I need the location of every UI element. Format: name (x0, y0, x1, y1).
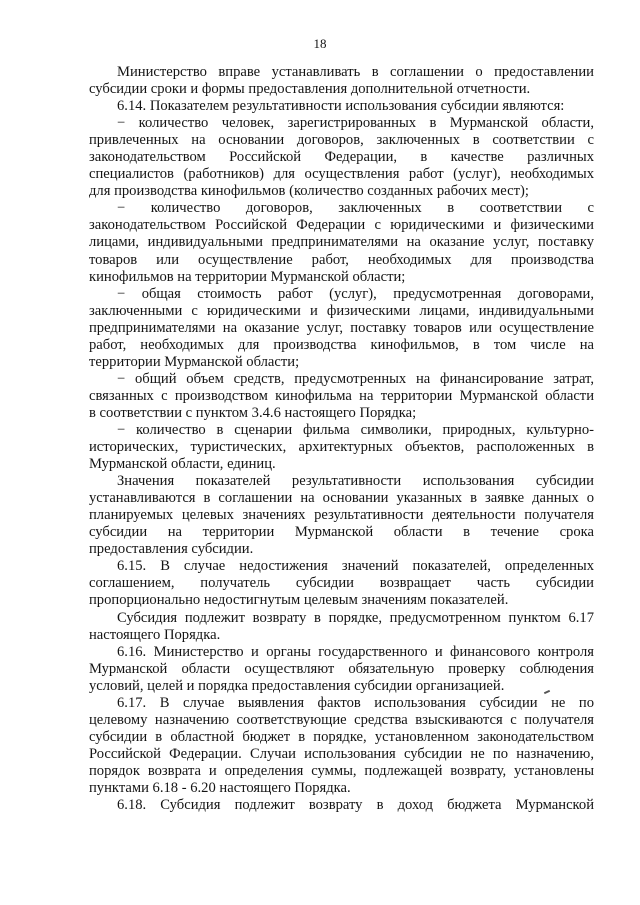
text-line: лицами, индивидуальными предпринимателями на оказание услуг, поставку (89, 234, 594, 251)
text-line: субсидии на территории Мурманской области в течение срока (89, 524, 594, 541)
text-line: территории Мурманской области; (89, 353, 300, 370)
text-line: Мурманской области осуществляют обязательную проверку соблюдения (89, 660, 594, 677)
text-line: предпринимателями на оказание услуг, поставку товаров или осуществление (89, 319, 594, 336)
text-line: законодательством Российской Федерации, в качестве различных (89, 149, 594, 166)
text-line: Министерство вправе устанавливать в соглашении о предоставлении (117, 64, 594, 80)
text-line: 6.15. В случае недостижения значений показателей, определенных (117, 558, 594, 575)
text-line: − количество в сценарии фильма символики, природных, культурно- (117, 421, 594, 438)
text-line: специалистов (работников) для осуществления работ (услуг), необходимых (89, 166, 594, 183)
text-line: предоставления субсидии. (89, 541, 254, 558)
text-line: связанных с производством кинофильма на территории Мурманской области (89, 387, 594, 404)
text-line: − количество договоров, заключенных в соответствии с (117, 200, 594, 217)
text-line: − количество человек, зарегистрированных в Мурманской области, (117, 115, 594, 132)
text-line: заключенными с юридическими и физическими лицами, индивидуальными (89, 302, 594, 319)
text-line: 6.17. В случае выявления фактов использования субсидии не по (117, 694, 594, 711)
text-line: 6.18. Субсидия подлежит возврату в доход бюджета Мурманской (117, 797, 594, 814)
text-line: Субсидия подлежит возврату в порядке, предусмотренном пунктом 6.17 (117, 609, 594, 626)
text-line: соглашением, получатель субсидии возвращает часть субсидии (89, 575, 594, 592)
text-line: − общая стоимость работ (услуг), предусмотренная договорами, (117, 285, 594, 302)
text-line: пропорционально недостигнутым целевым значениям показателей. (89, 592, 509, 609)
document-body (89, 64, 594, 814)
text-line: исторических, туристических, архитектурных объектов, расположенных в (89, 439, 594, 456)
text-line: планируемых целевых значениях результативности деятельности получателя (89, 507, 594, 524)
text-line: 6.16. Министерство и органы государственного и финансового контроля (117, 643, 594, 660)
text-line: 6.14. Показателем результативности использования субсидии являются: (117, 98, 565, 115)
text-line: − общий объем средств, предусмотренных на финансирование затрат, (117, 370, 594, 387)
text-line: условий, целей и порядка предоставления субсидии организацией. (89, 677, 505, 694)
text-line: для производства кинофильмов (количество созданных рабочих мест); (89, 183, 529, 200)
text-line: в соответствии с пунктом 3.4.6 настоящего Порядка; (89, 404, 417, 421)
text-line: привлеченных на основании договоров, заключенных в соответствии с (89, 132, 594, 149)
text-line: пунктами 6.18 - 6.20 настоящего Порядка. (89, 779, 351, 796)
text-line: субсидии в областной бюджет в порядке, установленном законодательством (89, 728, 594, 745)
text-line: товаров или осуществление работ, необходимых для производства (89, 251, 594, 268)
text-line: кинофильмов на территории Мурманской области; (89, 268, 406, 285)
text-line: порядок возврата и определения суммы, подлежащей возврату, установлены (89, 762, 594, 779)
text-line: устанавливаются в соглашении на основании указанных в заявке данных о (89, 490, 594, 507)
text-line: Российской Федерации. Случаи использования субсидии не по назначению, (89, 745, 594, 762)
text-line: Значения показателей результативности использования субсидии (117, 473, 594, 490)
text-line: субсидии сроки и формы предоставления дополнительной отчетности. (89, 81, 531, 98)
text-line: Мурманской области, единиц. (89, 456, 276, 473)
text-line: работ, необходимых для производства кинофильмов, в том числе на (89, 336, 594, 353)
text-line: законодательством Российской Федерации с юридическими и физическими (89, 217, 594, 234)
text-line: настоящего Порядка. (89, 626, 221, 643)
text-line: целевому назначению соответствующие средства взыскиваются с получателя (89, 711, 594, 728)
page-number: 18 (313, 36, 327, 51)
